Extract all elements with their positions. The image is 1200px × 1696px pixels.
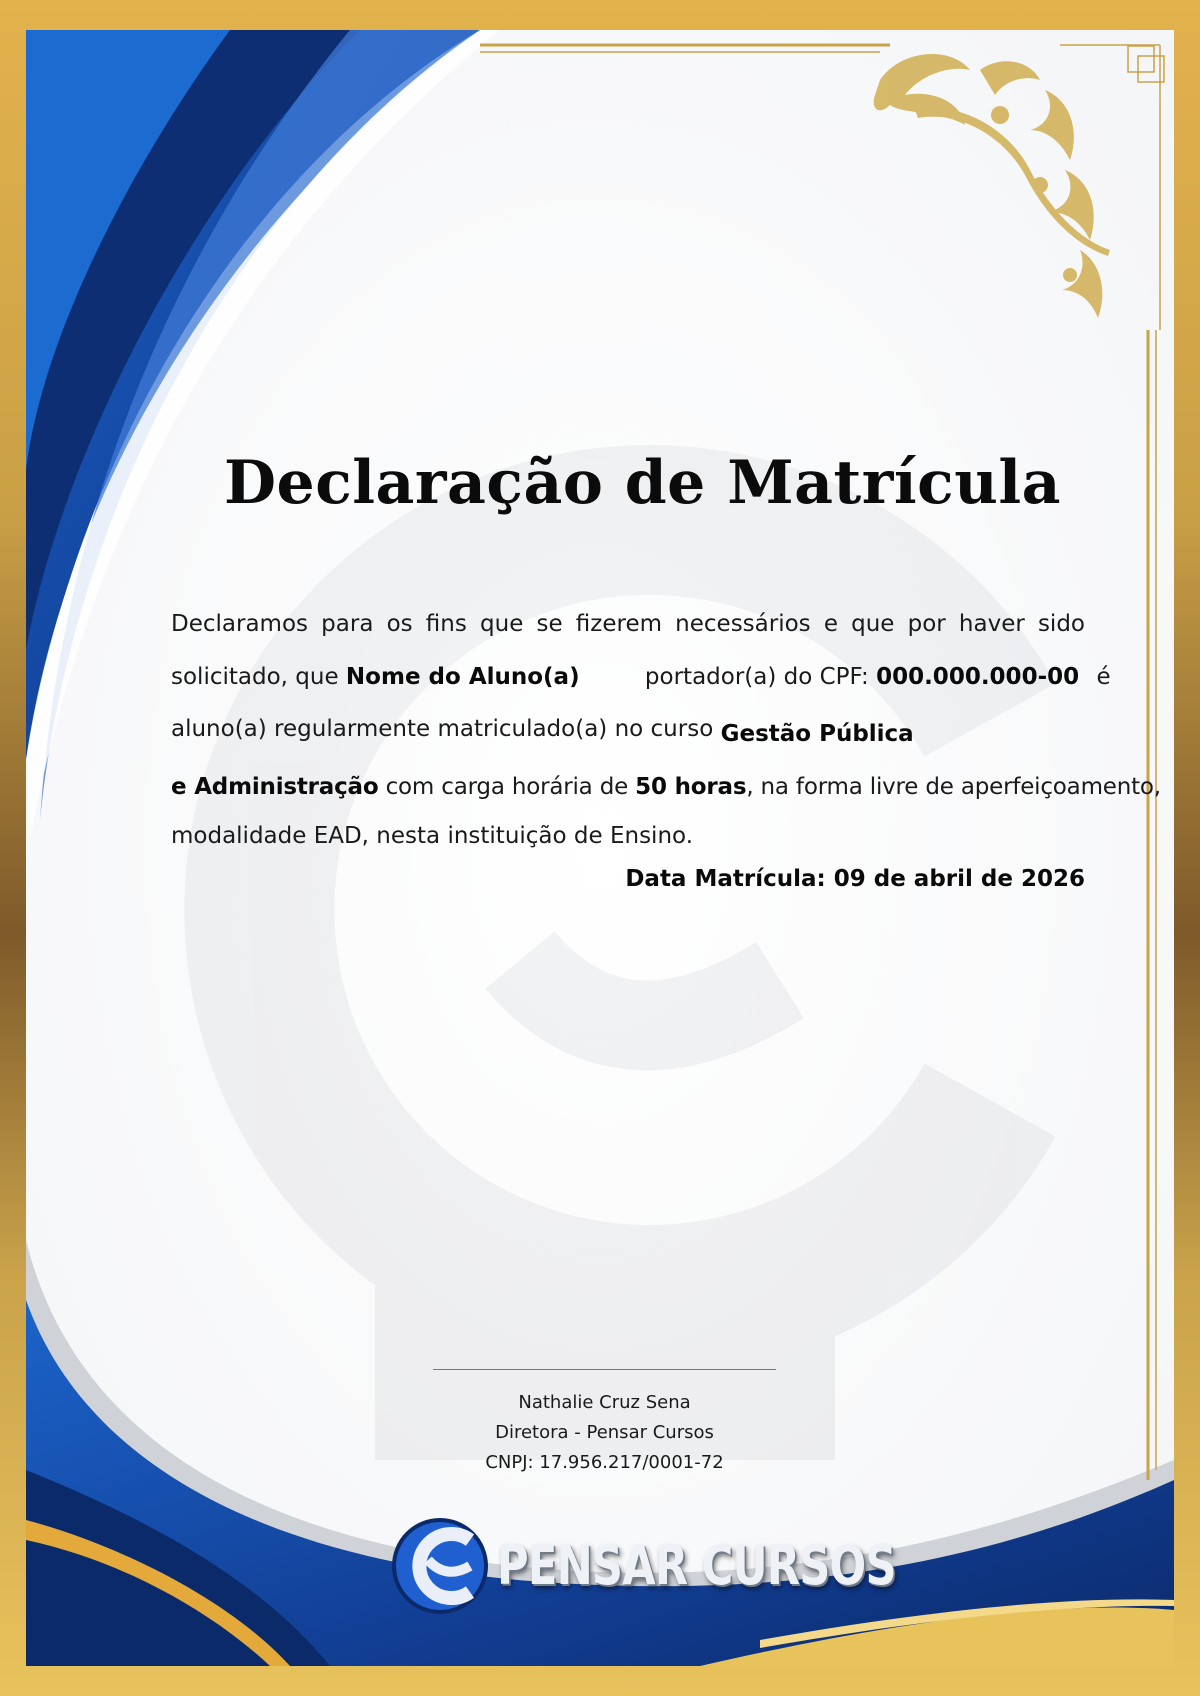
line1-word: por bbox=[907, 611, 946, 637]
student-name: Nome do Aluno(a) bbox=[345, 664, 580, 690]
cpf-value: 000.000.000-00 bbox=[876, 664, 1080, 690]
paragraph-line-2 bbox=[171, 664, 1111, 690]
document-title: Declaração de Matrícula bbox=[224, 448, 1061, 518]
line2-suffix: é bbox=[1096, 664, 1111, 690]
hours-prefix: com carga horária de bbox=[385, 774, 629, 800]
signatory-role: Diretora - Pensar Cursos bbox=[495, 1422, 714, 1443]
line1-word: que bbox=[480, 611, 524, 637]
line1-word: e bbox=[823, 611, 838, 637]
enrollment-date-value: 09 de abril de 2026 bbox=[833, 866, 1085, 892]
line2-prefix: solicitado, que bbox=[171, 664, 339, 690]
line1-word: fins bbox=[425, 611, 467, 637]
signature-line bbox=[433, 1369, 776, 1370]
line1-word: os bbox=[386, 611, 413, 637]
brand-wordmark: PENSAR CURSOS bbox=[497, 1534, 896, 1597]
line1-word: Declaramos bbox=[171, 611, 309, 637]
paragraph-line-4 bbox=[171, 774, 1161, 800]
line1-word: para bbox=[321, 611, 374, 637]
paragraph-line-3 bbox=[171, 716, 914, 747]
enrollment-date bbox=[171, 866, 1085, 892]
course-name-part1: Gestão Pública bbox=[720, 721, 914, 747]
course-name-part2: e Administração bbox=[171, 774, 379, 800]
institution-cnpj: CNPJ: 17.956.217/0001-72 bbox=[485, 1452, 724, 1473]
cpf-prefix: portador(a) do CPF: bbox=[644, 664, 869, 690]
line5-text: modalidade EAD, nesta instituição de Ensino. bbox=[171, 823, 694, 849]
course-hours: 50 horas bbox=[635, 774, 747, 800]
enrollment-date-label: Data Matrícula: bbox=[625, 866, 826, 892]
line1-word: sido bbox=[1037, 611, 1085, 637]
paragraph-line-1 bbox=[171, 611, 1085, 637]
line1-word: haver bbox=[958, 611, 1025, 637]
hours-suffix: , na forma livre de aperfeiçoamento, bbox=[746, 774, 1161, 800]
paragraph-line-5 bbox=[171, 823, 693, 849]
line1-word: necessários bbox=[675, 611, 811, 637]
line1-word: se bbox=[536, 611, 563, 637]
line3-prefix: aluno(a) regularmente matriculado(a) no curso bbox=[171, 716, 714, 742]
line1-word: que bbox=[851, 611, 895, 637]
pensar-cursos-logo-icon bbox=[394, 1520, 486, 1612]
signatory-name: Nathalie Cruz Sena bbox=[518, 1392, 691, 1413]
line1-word: fizerem bbox=[575, 611, 663, 637]
